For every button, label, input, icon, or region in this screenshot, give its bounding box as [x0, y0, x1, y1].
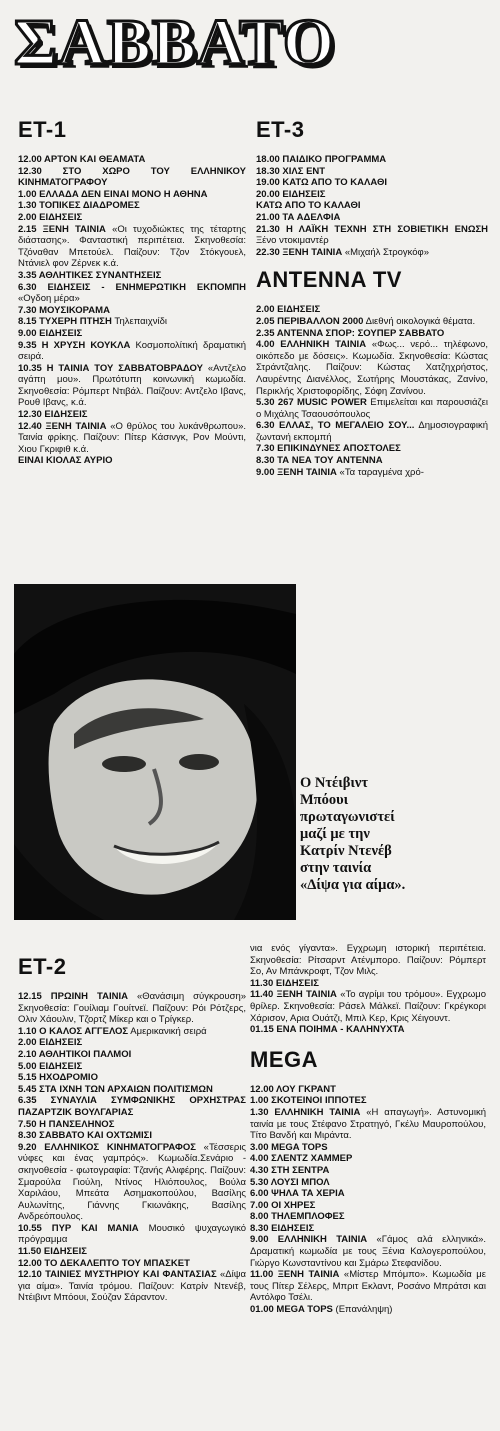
et3-heading: ΕΤ-3 — [256, 118, 305, 142]
program-entry — [250, 1084, 486, 1096]
bowie-photo — [14, 584, 296, 920]
program-title: ΕΙΝΑΙ ΚΙΟΛΑΣ ΑΥΡΙΟ — [18, 455, 113, 467]
program-title: 7.50 Η ΠΑΝΣΕΛΗΝΟΣ — [18, 1118, 115, 1130]
program-description: «Ογδοη μέρα» — [18, 293, 80, 305]
program-entry — [250, 1153, 486, 1165]
program-title: 2.00 ΕΙΔΗΣΕΙΣ — [18, 1037, 83, 1049]
program-title: 8.00 ΤΗΛΕΜΠΛΟΦΕΣ — [250, 1211, 345, 1223]
program-title: 8.30 ΕΙΔΗΣΕΙΣ — [250, 1222, 315, 1234]
program-title: 11.30 ΕΙΔΗΣΕΙΣ — [250, 977, 319, 989]
program-entry — [250, 943, 486, 978]
program-entry — [256, 339, 488, 397]
et3-antenna-column — [256, 118, 488, 583]
program-entry — [250, 1142, 486, 1154]
program-entry — [18, 1026, 246, 1038]
program-entry — [250, 1304, 486, 1316]
program-entry — [256, 316, 488, 328]
program-description: «Οι τυχοδιώκτες της τέταρτης διάστασης». Φανταστική περιπέτεια. Σκηνοθεσία: Τζόναθαν Μπετούελ. Παίζουν: Τζον Στόκγουελ, Ντάνιελ φον Ζέρνεκ κ.ά. — [18, 223, 246, 270]
program-title: 3.00 MEGA TOPS — [250, 1141, 328, 1153]
program-description: Αμερικανική σειρά — [130, 1025, 207, 1037]
caption-line: Ο Ντέιβιντ — [300, 775, 369, 791]
program-title: 19.00 ΚΑΤΩ ΑΠΟ ΤΟ ΚΑΛΑΘΙ — [256, 177, 387, 189]
program-title: 6.00 ΨΗΛΑ ΤΑ ΧΕΡΙΑ — [250, 1188, 345, 1200]
program-description: (Επανάληψη) — [335, 1304, 393, 1316]
program-description: «Τα ταραγμένα χρό- — [339, 466, 424, 478]
program-entry — [18, 166, 246, 189]
program-title: 12.40 ΞΕΝΗ ΤΑΙΝΙΑ — [18, 420, 107, 432]
program-title: 1.10 Ο ΚΑΛΟΣ ΑΓΓΕΛΟΣ — [18, 1025, 129, 1037]
program-entry — [18, 328, 246, 340]
program-title: 12.00 ΑΡΤΟΝ ΚΑΙ ΘΕΑΜΑΤΑ — [18, 154, 146, 165]
program-entry — [18, 363, 246, 409]
program-description: Κοσμοπολίτική δραματική σειρά. — [18, 339, 246, 363]
program-title: 5.30 267 MUSIC POWER — [256, 397, 367, 409]
program-description: Μουσικό ψυχαγωγικό πρόγραμμα — [18, 1222, 246, 1246]
program-title: 5.30 ΛΟΥΣΙ ΜΠΟΛ — [250, 1176, 330, 1188]
program-entry — [250, 1095, 486, 1107]
mega-heading: MEGA — [250, 1046, 318, 1072]
program-title: 7.30 ΕΠΙΚΙΝΔΥΝΕΣ ΑΠΟΣΤΟΛΕΣ — [256, 443, 401, 455]
program-description: Δημοσιογραφική ζωντανή εκπομπή — [256, 420, 488, 443]
program-entry — [18, 282, 246, 305]
program-title: 5.00 ΕΙΔΗΣΕΙΣ — [18, 1060, 83, 1072]
program-entry — [256, 166, 488, 178]
program-title: 11.40 ΞΕΝΗ ΤΑΙΝΙΑ — [250, 989, 337, 1001]
program-title: 7.00 ΟΙ ΧΗΡΕΣ — [250, 1199, 316, 1211]
program-entry — [18, 1049, 246, 1061]
program-entry — [18, 1246, 246, 1258]
program-entry — [18, 270, 246, 282]
program-title: 5.15 ΗΧΟΔΡΟΜΙΟ — [18, 1072, 98, 1084]
program-title: 1.30 ΕΛΛΗΝΙΚΗ ΤΑΙΝΙΑ — [250, 1106, 361, 1118]
program-title: ΚΑΤΩ ΑΠΟ ΤΟ ΚΑΛΑΘΙ — [256, 200, 361, 212]
program-title: 12.10 ΤΑΙΝΙΕΣ ΜΥΣΤΗΡΙΟΥ ΚΑΙ ΦΑΝΤΑΣΙΑΣ — [18, 1269, 217, 1281]
program-description: «Το αγρίμι του τρόμου». Εγχρωμο θρίλερ. Σκηνοθεσία: Ράσελ Μάλκεϊ. Παίζουν: Γκρέγκορι Χάρισον, Αρια Ουάτζι, Μπιλ Κερ, Κρις Χέιγουντ. — [250, 989, 486, 1024]
program-title: 12.30 ΕΙΔΗΣΕΙΣ — [18, 409, 88, 421]
program-entry — [18, 421, 246, 456]
program-title: 2.10 ΑΘΛΗΤΙΚΟΙ ΠΑΛΜΟΙ — [18, 1048, 132, 1060]
program-entry — [250, 1024, 486, 1036]
program-title: 2.00 ΕΙΔΗΣΕΙΣ — [256, 304, 321, 316]
mega-list — [250, 1084, 486, 1316]
program-title: 2.15 ΞΕΝΗ ΤΑΙΝΙΑ — [18, 223, 106, 235]
program-entry — [256, 328, 488, 340]
program-title: 11.50 ΕΙΔΗΣΕΙΣ — [18, 1246, 87, 1258]
program-title: 10.35 Η ΤΑΙΝΙΑ ΤΟΥ ΣΑΒΒΑΤΟΒΡΑΔΟΥ — [18, 362, 203, 374]
et1-list — [18, 154, 246, 467]
et1-section — [18, 118, 246, 568]
program-description: νια ενός γίγαντα». Εγχρωμη ιστορική περιπέτεια. Σκηνοθεσία: Ρίτσαρντ Ατένμπορο. Παίζουν: Ρόμπερτ Σο, Αν Μπάνκροφτ, Τζον Μιλς. — [250, 943, 486, 978]
program-entry — [250, 978, 486, 990]
et3-list — [256, 154, 488, 258]
program-entry — [256, 200, 488, 212]
program-entry — [250, 1165, 486, 1177]
program-title: 01.15 ΕΝΑ ΠΟΙΗΜΑ - ΚΑΛΗΝΥΧΤΑ — [250, 1024, 405, 1036]
et1-heading: ΕΤ-1 — [18, 118, 67, 142]
program-description: Ξένο ντοκιμαντέρ — [256, 235, 329, 247]
antenna-list — [256, 304, 488, 478]
program-entry — [256, 177, 488, 189]
program-entry — [18, 1269, 246, 1304]
program-title: 22.30 ΞΕΝΗ ΤΑΙΝΙΑ — [256, 246, 343, 258]
program-entry — [18, 1084, 246, 1096]
program-title: 2.35 ANTENNA ΣΠΟΡ: ΣΟΥΠΕΡ ΣΑΒΒΑΤΟ — [256, 327, 445, 339]
program-description: Τηλεπαιχνίδι — [114, 316, 167, 328]
program-title: 2.00 ΕΙΔΗΣΕΙΣ — [18, 211, 83, 223]
program-entry — [250, 989, 486, 1024]
program-entry — [18, 1072, 246, 1084]
program-description: Διεθνή οικολογικά θέματα. — [365, 315, 476, 327]
caption-line: Μπόουι — [300, 792, 349, 808]
program-description: «Η απαγωγή». Αστυνομική ταινία με τους Στέφανο Στρατηγό, Γκέλυ Μαυροπούλου, Τίτο Βανδή και Μιράντα. — [250, 1106, 486, 1142]
program-title: 1.00 ΣΚΟΤΕΙΝΟΙ ΙΠΠΟΤΕΣ — [250, 1095, 367, 1107]
program-title: 4.00 ΣΛΕΝΤΖ ΧΑΜΜΕΡ — [250, 1153, 353, 1165]
program-entry — [250, 1107, 486, 1142]
program-title: 5.45 ΣΤΑ ΙΧΝΗ ΤΩΝ ΑΡΧΑΙΩΝ ΠΟΛΙΤΙΣΜΩΝ — [18, 1083, 213, 1095]
program-title: 8.30 ΣΑΒΒΑΤΟ ΚΑΙ ΟΧΤΩΜΙΣΙ — [18, 1130, 153, 1142]
program-title: 21.30 Η ΛΑΪΚΗ ΤΕΧΝΗ ΣΤΗ ΣΟΒΙΕΤΙΚΗ ΕΝΩΣΗ — [256, 223, 488, 235]
caption-line: «Δίψα για αίμα». — [300, 877, 406, 893]
caption-line: Κατρίν Ντενέβ — [300, 843, 392, 859]
program-title: 20.00 ΕΙΔΗΣΕΙΣ — [256, 188, 326, 200]
program-description: «Μιχαήλ Στρογκόφ» — [344, 246, 430, 258]
program-description: «Αντζελο αγάπη μου». Πρωτότυπη κοινωνική κωμωδία. Σκηνοθεσία: Ρόμπερτ Ντιβάλ. Παίζουν: Αντζελο Ιβανς, Ρουθ Ιβανς, κ.ά. — [18, 362, 246, 409]
program-title: 6.35 ΣΥΝΑΥΛΙΑ ΣΥΜΦΩΝΙΚΗΣ ΟΡΧΗΣΤΡΑΣ ΠΑΖΑΡΤΖΙΚ ΒΟΥΛΓΑΡΙΑΣ — [18, 1095, 246, 1118]
caption-line: πρωταγωνιστεί — [300, 809, 395, 825]
program-title: 8.15 ΤΥΧΕΡΗ ΠΤΗΣΗ — [18, 316, 112, 328]
program-title: 18.00 ΠΑΙΔΙΚΟ ΠΡΟΓΡΑΜΜΑ — [256, 154, 387, 165]
program-entry — [18, 340, 246, 363]
program-entry — [250, 1234, 486, 1269]
program-entry — [256, 420, 488, 443]
program-entry — [250, 1200, 486, 1212]
program-description: «Γάμος αλά ελληνικά». Δραματική κωμωδία με τους Ξένια Καλογεροπούλου, Γιώργο Κωνσταντίνου και Σμάρω Στεφανίδου. — [250, 1234, 486, 1269]
program-title: 4.00 ΕΛΛΗΝΙΚΗ ΤΑΙΝΙΑ — [256, 339, 367, 351]
portrait-image — [14, 584, 296, 920]
program-entry — [18, 455, 246, 467]
program-title: 11.00 ΞΕΝΗ ΤΑΙΝΙΑ — [250, 1269, 340, 1281]
program-title: 6.30 ΕΙΔΗΣΕΙΣ - ΕΝΗΜΕΡΩΤΙΚΗ ΕΚΠΟΜΠΗ — [18, 281, 246, 293]
program-title: 1.30 ΤΟΠΙΚΕΣ ΔΙΑΔΡΟΜΕΣ — [18, 200, 140, 212]
program-entry — [18, 154, 246, 166]
program-entry — [18, 224, 246, 270]
program-title: 12.00 ΤΟ ΔΕΚΑΛΕΠΤΟ ΤΟΥ ΜΠΑΣΚΕΤ — [18, 1257, 190, 1269]
program-entry — [18, 212, 246, 224]
program-title: 12.00 ΛΟΥ ΓΚΡΑΝΤ — [250, 1083, 336, 1095]
program-title: 6.30 ΕΛΛΑΣ, ΤΟ ΜΕΓΑΛΕΙΟ ΣΟΥ... — [256, 420, 415, 432]
caption-line: στην ταινία — [300, 860, 372, 876]
et2-heading: ΕΤ-2 — [18, 955, 67, 979]
program-title: 9.00 ΞΕΝΗ ΤΑΙΝΙΑ — [256, 466, 337, 478]
program-description: «Φως... νερό... τηλέφωνο, οικόπεδο με δόσεις». Κωμωδία. Σκηνοθεσία: Κώστας Στράντζαλης. Παίζουν: Κώστας Χατζηχρήστος, Λαυρέντης Διανέλλος, Σωτήρης Μουστάκας, Ζανίνο, Περικλής Χριστοφορίδης, Σόφη Ζανίνου. — [256, 339, 488, 397]
program-entry — [18, 1130, 246, 1142]
program-entry — [18, 189, 246, 201]
program-description: «Ο θρύλος του λυκάνθρωπου». Ταινία φρίκης. Παίζουν: Πίτερ Κάσινγκ, Ρον Μούντι, Χιου Γκριφιθ κ.ά. — [18, 420, 246, 455]
program-entry — [256, 154, 488, 166]
program-title: 9.20 ΕΛΛΗΝΙΚΟΣ ΚΙΝΗΜΑΤΟΓΡΑΦΟΣ — [18, 1141, 196, 1153]
program-title: 18.30 ΧΙΛΣ ΕΝΤ — [256, 165, 326, 177]
photo-caption — [300, 775, 490, 894]
page-title: ΣΑΒΒΑΤΟ — [14, 6, 336, 79]
program-entry — [18, 1037, 246, 1049]
program-entry — [18, 305, 246, 317]
program-entry — [18, 1142, 246, 1223]
program-entry — [256, 397, 488, 420]
program-entry — [250, 1211, 486, 1223]
program-title: 1.00 ΕΛΛΑΔΑ ΔΕΝ ΕΙΝΑΙ ΜΟΝΟ Η ΑΘΗΝΑ — [18, 188, 208, 200]
program-title: 9.35 Η ΧΡΥΣΗ ΚΟΥΚΛΑ — [18, 339, 131, 351]
program-entry — [256, 304, 488, 316]
program-title: 21.00 ΤΑ ΑΔΕΛΦΙΑ — [256, 211, 341, 223]
program-description: Επιμελείται και παρουσιάζει ο Μιχάλης Τσαουσόπουλος — [256, 397, 488, 420]
program-title: 7.30 ΜΟΥΣΙΚΟΡΑΜΑ — [18, 304, 110, 316]
program-entry — [250, 1177, 486, 1189]
program-entry — [256, 224, 488, 247]
program-entry — [18, 1258, 246, 1270]
program-entry — [256, 443, 488, 455]
antenna-mega-column — [250, 943, 486, 1428]
program-entry — [18, 316, 246, 328]
program-title: 3.35 ΑΘΛΗΤΙΚΕΣ ΣΥΝΑΝΤΗΣΕΙΣ — [18, 269, 162, 281]
et2-section — [18, 955, 246, 1425]
program-entry — [18, 1223, 246, 1246]
program-entry — [18, 1061, 246, 1073]
program-entry — [256, 455, 488, 467]
program-description: «Δίψα για αίμα». Ταινία τρόμου. Παίζουν: Κατρίν Ντενέβ, Ντέιβιντ Μπόουι, Σούζαν Σάραντον. — [18, 1269, 246, 1304]
program-entry — [18, 409, 246, 421]
program-entry — [250, 1269, 486, 1304]
program-title: 12.15 ΠΡΩΙΝΗ ΤΑΙΝΙΑ — [18, 991, 128, 1002]
program-title: 8.30 ΤΑ ΝΕΑ ΤΟΥ ANTENNA — [256, 455, 383, 467]
program-entry — [256, 189, 488, 201]
program-description: «Τέσσερις νύφες και ένας γαμπρός». Κωμωδία.Σενάριο - σκηνοθεσία - φωτογραφία: Τζανής Αλιφέρης. Παίζουν: Σμαρούλα Γιούλη, Ντίνος Ηλιόπουλος, Βούλα Χαριλάου, Μπεάτα Ασημακοπούλου, Βασίλης Αυλωνίτης, Γιάννης Γκιωνάκης, Βασίλης Ανδρεόπουλος. — [18, 1141, 246, 1223]
program-title: 9.00 ΕΛΛΗΝΙΚΗ ΤΑΙΝΙΑ — [250, 1234, 368, 1246]
program-entry — [256, 467, 488, 479]
program-title: 01.00 MEGA TOPS — [250, 1304, 333, 1316]
program-title: 10.55 ΠΥΡ ΚΑΙ ΜΑΝΙΑ — [18, 1222, 139, 1234]
program-title: 2.05 ΠΕΡΙΒΑΛΛΟΝ 2000 — [256, 315, 364, 327]
program-entry — [250, 1223, 486, 1235]
program-entry — [18, 1095, 246, 1118]
program-description: «Θανάσιμη σύγκρουση» Σκηνοθεσία: Γουίλιαμ Γουίτνεϊ. Παίζουν: Ρόι Ρότζερς, Ολιν Χάουλιν, Τζορτζ Μίκερ και ο Τρίγκερ. — [18, 991, 246, 1026]
et2-list — [18, 991, 246, 1304]
caption-line: μαζί με την — [300, 826, 370, 842]
program-title: 12.30 ΣΤΟ ΧΩΡΟ ΤΟΥ ΕΛΛΗΝΙΚΟΥ ΚΙΝΗΜΑΤΟΓΡΑΦΟΥ — [18, 165, 246, 189]
antenna-continuation-list — [250, 943, 486, 1036]
program-title: 4.30 ΣΤΗ ΣΕΝΤΡΑ — [250, 1164, 330, 1176]
program-entry — [18, 1119, 246, 1131]
program-entry — [250, 1188, 486, 1200]
program-description: «Μίστερ Μπόμπο». Κωμωδία με τους Πίτερ Σέλερς, Μπριτ Εκλαντ, Ροσάνο Μπράτσι και Αντόλφο Τσέλι. — [250, 1269, 486, 1304]
program-entry — [18, 991, 246, 1026]
antenna-heading: ANTENNA TV — [256, 267, 402, 293]
program-entry — [18, 200, 246, 212]
program-entry — [256, 212, 488, 224]
program-title: 9.00 ΕΙΔΗΣΕΙΣ — [18, 327, 83, 339]
program-entry — [256, 247, 488, 259]
